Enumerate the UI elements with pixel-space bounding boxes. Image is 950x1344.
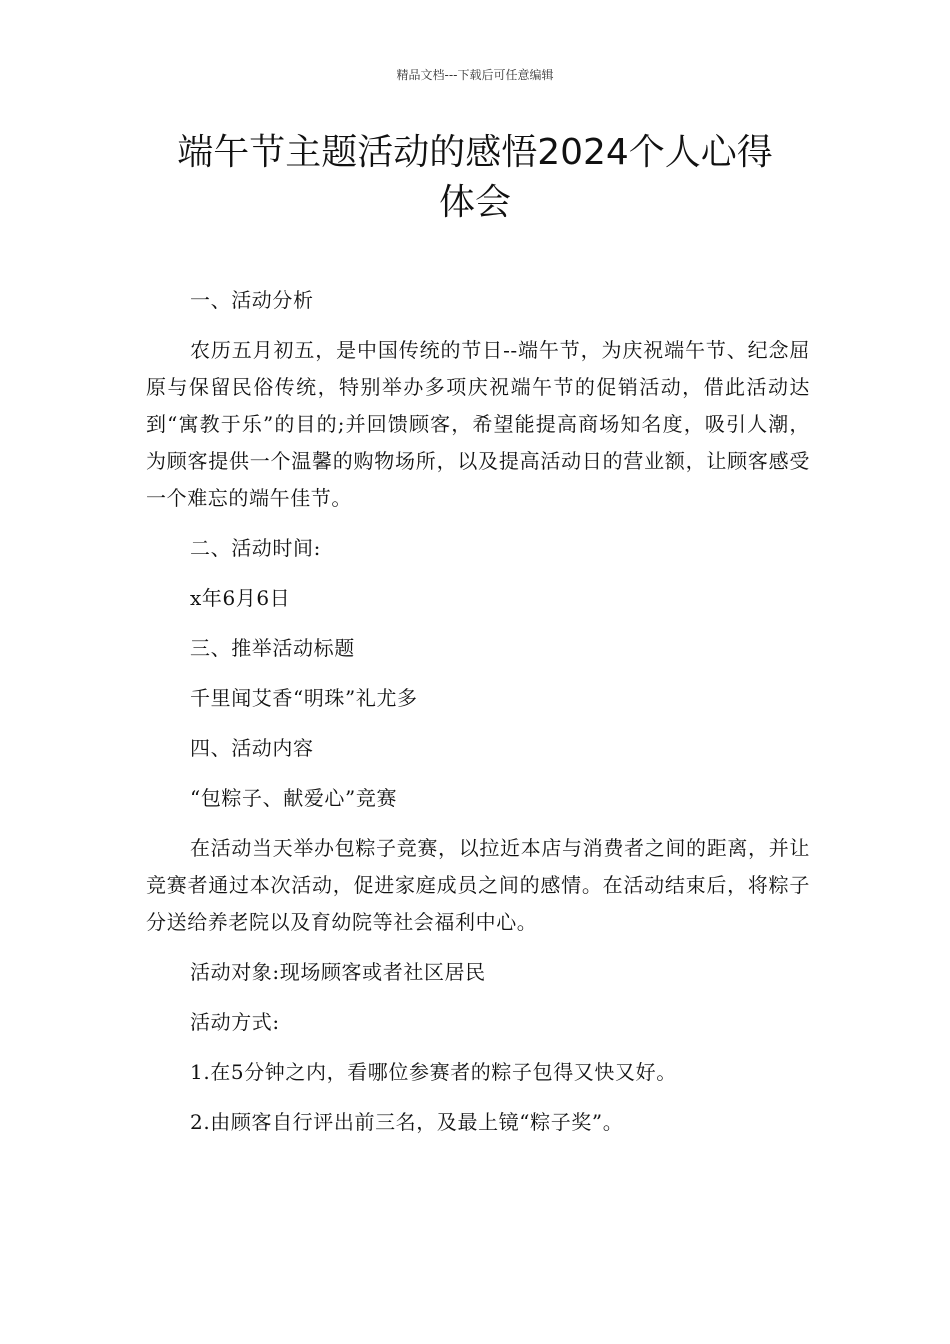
paragraph-date: x年6月6日 <box>190 586 291 610</box>
paragraph-contest-description: 在活动当天举办包粽子竞赛，以拉近本店与消费者之间的距离，并让竞赛者通过本次活动，促进家庭成员之间的感情。在活动结束后，将粽子分送给养老院以及育幼院等社会福利中心。 <box>146 836 810 934</box>
paragraph-method-heading: 活动方式: <box>190 1010 280 1034</box>
paragraph-contest-name: “包粽子、献爱心”竞赛 <box>190 786 398 810</box>
list-item-2: 2.由顾客自行评出前三名，及最上镜“粽子奖”。 <box>190 1110 624 1134</box>
title-line-1: 端午节主题活动的感悟2024个人心得 <box>177 132 773 173</box>
title-line-2: 体会 <box>438 182 511 223</box>
paragraph-slogan: 千里闻艾香“明珠”礼尤多 <box>190 686 418 710</box>
document-body <box>146 282 810 1154</box>
paragraph-analysis: 农历五月初五，是中国传统的节日--端午节，为庆祝端午节、纪念屈原与保留民俗传统，特别举办多项庆祝端午节的促销活动，借此活动达到“寓教于乐”的目的;并回馈顾客，希望能提高商场知名度，吸引人潮，为顾客提供一个温馨的购物场所，以及提高活动日的营业额，让顾客感受一个难忘的端午佳节。 <box>146 338 810 510</box>
paragraph-participants: 活动对象:现场顾客或者社区居民 <box>190 960 486 984</box>
list-item-1: 1.在5分钟之内，看哪位参赛者的粽子包得又快又好。 <box>190 1060 677 1084</box>
section-heading-content: 四、活动内容 <box>190 736 314 760</box>
section-heading-analysis: 一、活动分析 <box>190 288 314 312</box>
document-title <box>150 128 800 228</box>
section-heading-slogan: 三、推举活动标题 <box>190 636 355 660</box>
header-note: 精品文档---下载后可任意编辑 <box>396 68 554 82</box>
section-heading-time: 二、活动时间: <box>190 536 321 560</box>
